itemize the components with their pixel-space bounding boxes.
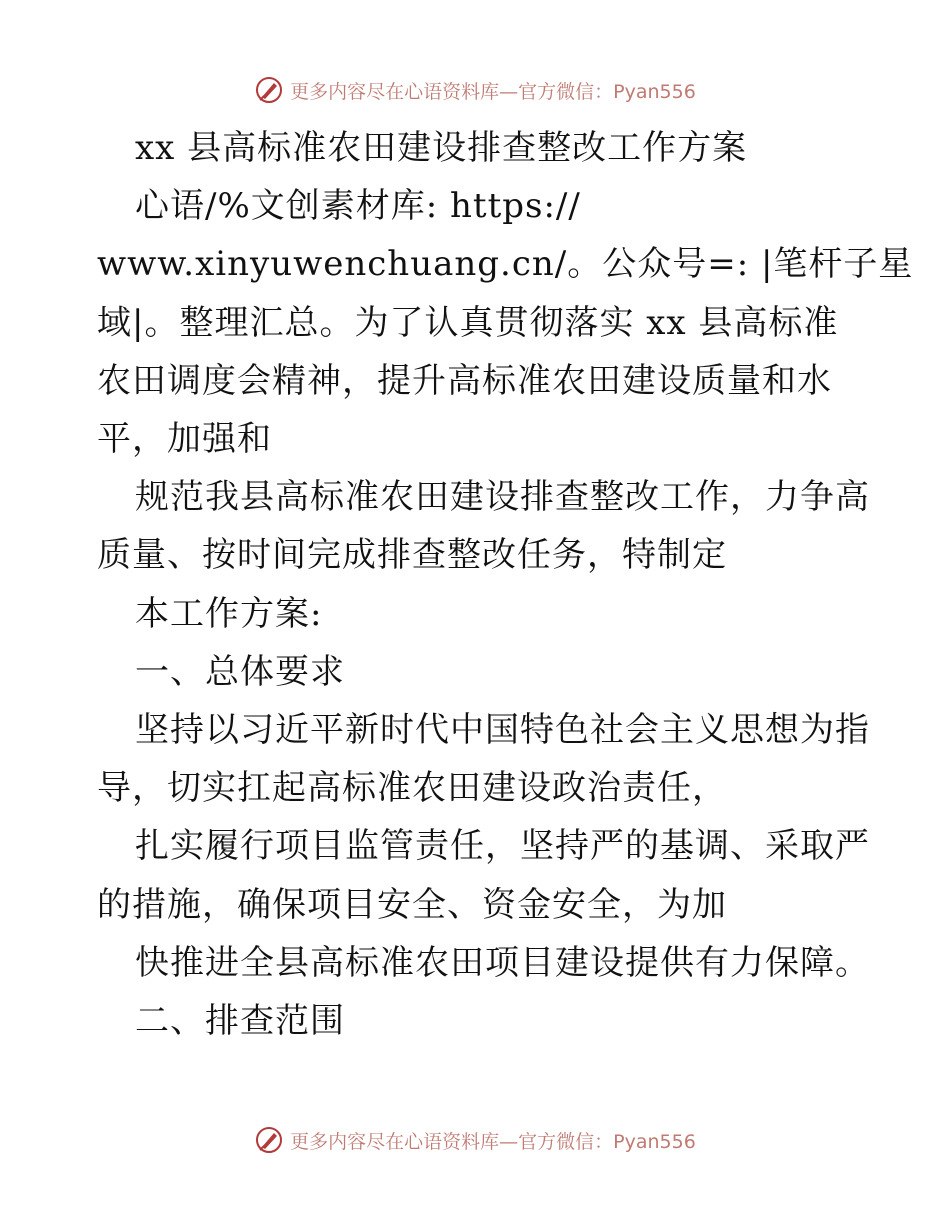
paragraph-line: 本工作方案: [135,594,323,634]
paragraph-line: 扎实履行项目监管责任，坚持严的基调、采取严 [135,826,870,866]
paragraph-line: 规范我县高标准农田建设排查整改工作，力争高 [135,477,870,517]
watermark-content [254,1125,696,1155]
watermark-banner-bottom [0,1120,950,1160]
paragraph-line: 坚持以习近平新时代中国特色社会主义思想为指 [135,710,870,750]
paragraph-line: 质量、按时间完成排查整改任务，特制定 [97,535,727,575]
watermark-banner-top [0,70,950,110]
quill-seal-icon [254,75,284,105]
paragraph-line: 平，加强和 [97,419,272,459]
section-heading: 二、排查范围 [135,1001,345,1041]
paragraph-line: 农田调度会精神，提升高标准农田建设质量和水 [97,361,832,401]
watermark-text: 更多内容尽在心语资料库—官方微信：Pyan556 [290,80,696,103]
document-title: xx 县高标准农田建设排查整改工作方案 [135,128,748,168]
watermark-content [254,75,696,105]
section-heading: 一、总体要求 [135,652,345,692]
watermark-text: 更多内容尽在心语资料库—官方微信：Pyan556 [290,1130,696,1153]
paragraph-line: 心语/%文创素材库: https:// [135,186,581,226]
paragraph-line: 域|。整理汇总。为了认真贯彻落实 xx 县高标准 [97,303,839,343]
paragraph-line: 的措施，确保项目安全、资金安全，为加 [97,885,727,925]
paragraph-line: www.xinyuwenchuang.cn/。公众号=: |笔杆子星 [97,244,914,284]
paragraph-line: 快推进全县高标准农田项目建设提供有力保障。 [135,943,870,983]
quill-seal-icon [254,1125,284,1155]
paragraph-line: 导，切实扛起高标准农田建设政治责任， [97,768,727,808]
